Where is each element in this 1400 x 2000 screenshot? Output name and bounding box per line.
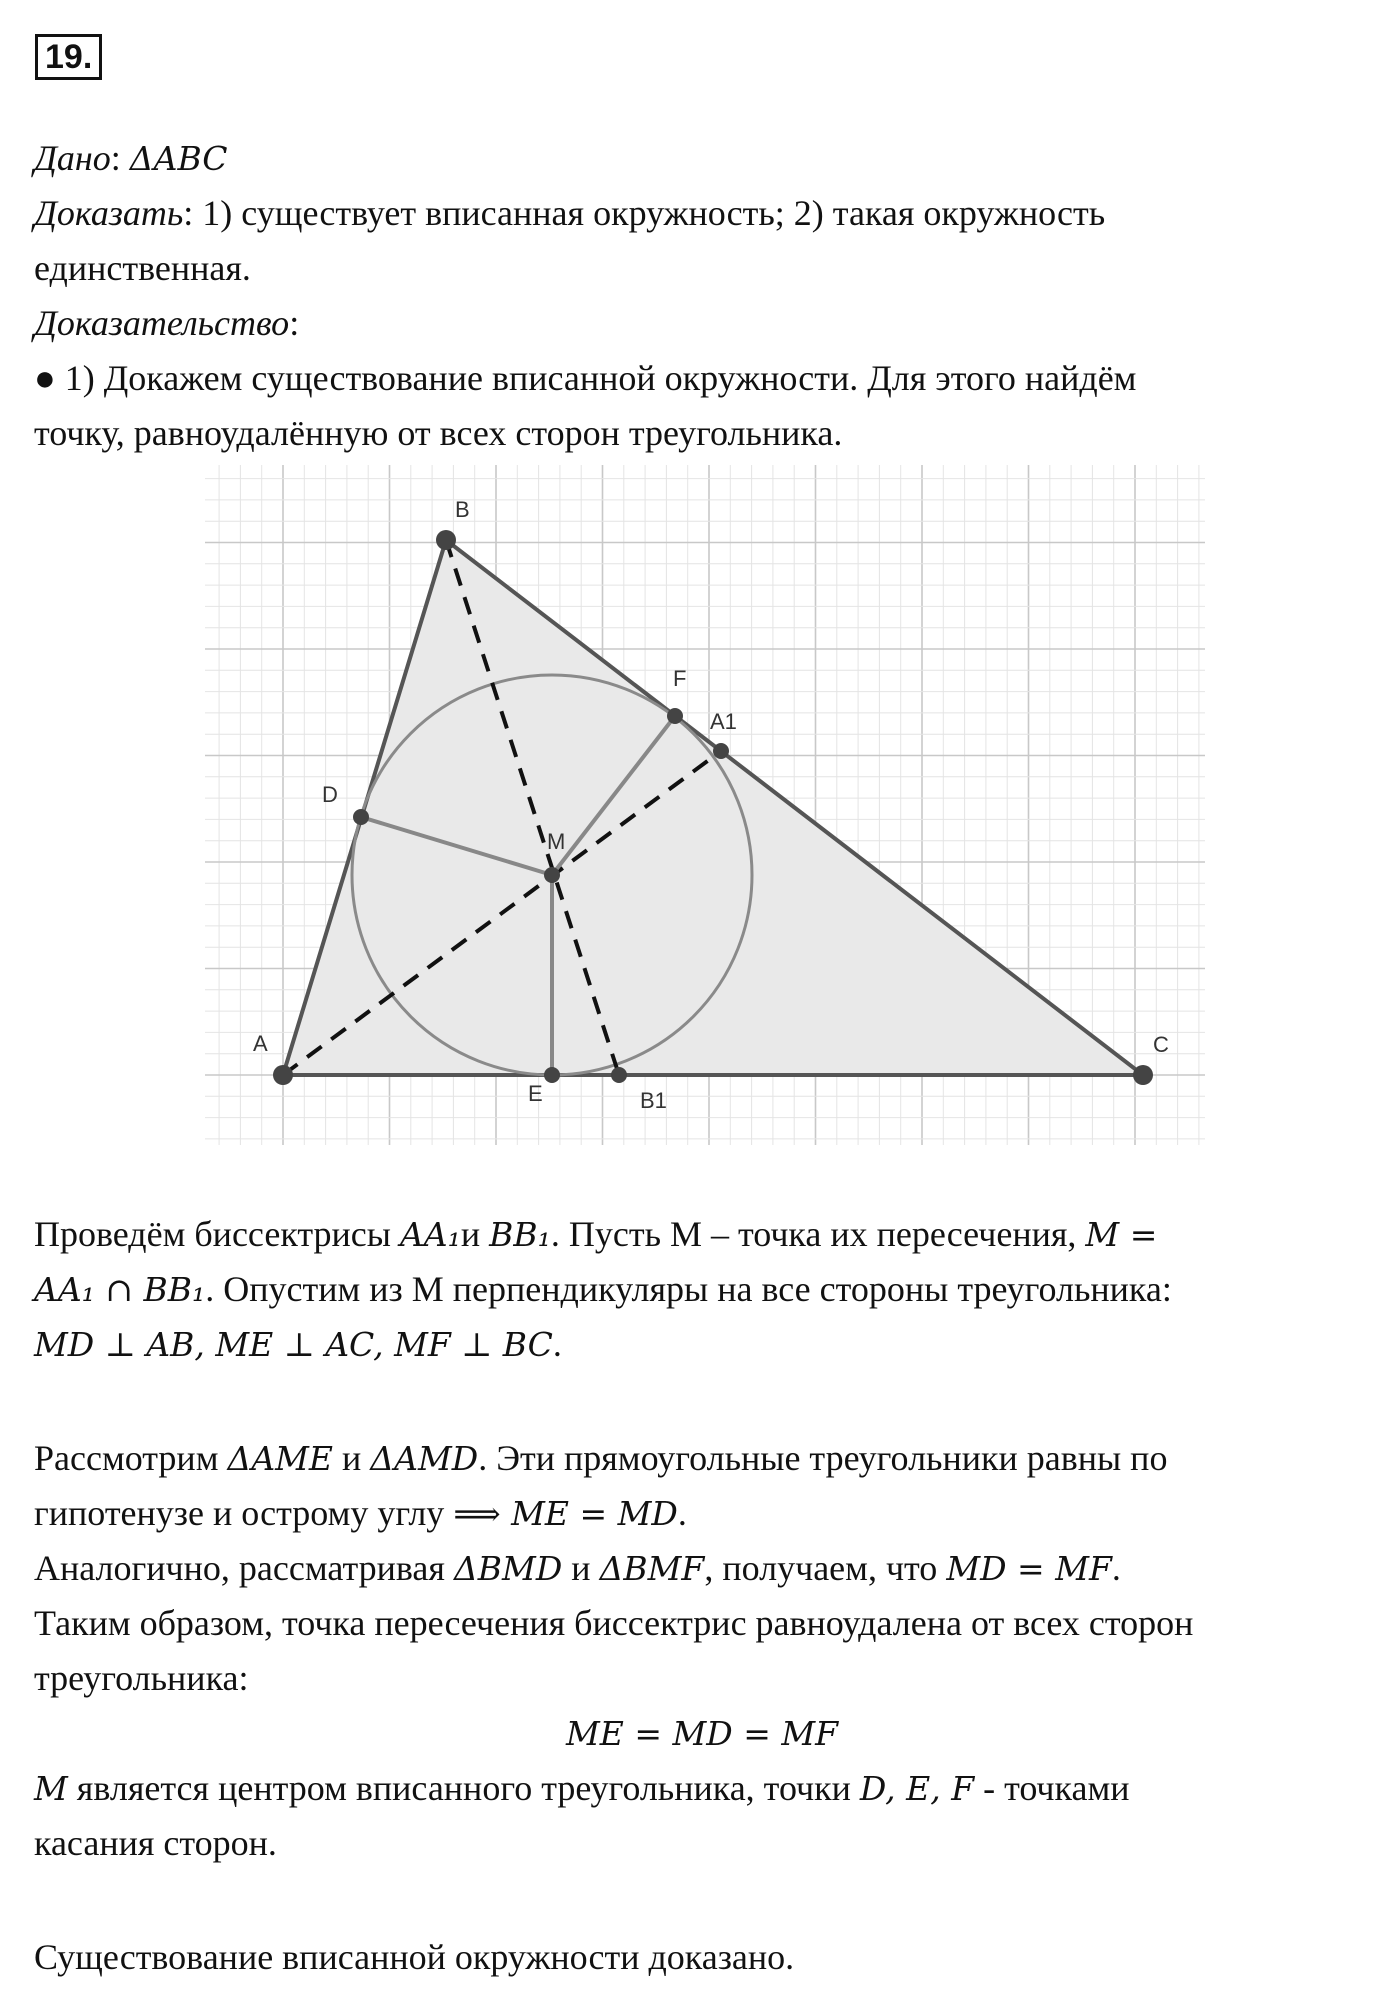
equation-line <box>34 1711 1370 1756</box>
label-f: F <box>673 666 687 691</box>
para2-l1-text-3: . Эти прямоугольные треугольники равны по <box>478 1438 1168 1478</box>
conclusion-text: Существование вписанной окружности доказано. <box>34 1937 795 1977</box>
para1-l1-text-2: и <box>460 1214 490 1254</box>
para1-line-2 <box>34 1267 1370 1312</box>
para2-l3-text-2: и <box>562 1548 600 1588</box>
para2-line-5 <box>34 1656 1370 1700</box>
para2-l2-math-1: ⟹ ME = MD <box>453 1494 678 1533</box>
given-label: Дано <box>34 138 111 178</box>
given-line <box>34 136 1370 181</box>
para2-l7-text-2: - точками <box>974 1768 1130 1808</box>
para2-l3-text-4: . <box>1111 1548 1121 1588</box>
para1-line-1 <box>34 1212 1370 1257</box>
point-d <box>353 809 369 825</box>
prove-label: Доказать <box>34 193 184 233</box>
para2-l3-math-3: MD = MF <box>946 1549 1112 1588</box>
para2-l1-text-1: Рассмотрим <box>34 1438 228 1478</box>
para2-l7-text-1: является центром вписанного треугольника, точки <box>67 1768 860 1808</box>
prove-line-1 <box>34 191 1370 235</box>
point-a1 <box>713 743 729 759</box>
para2-l3-math-2: ΔBMF <box>599 1549 705 1588</box>
point-f <box>667 708 683 724</box>
label-c: C <box>1153 1032 1169 1057</box>
para1-l1-math-3: M = <box>1085 1215 1158 1254</box>
para2-l1-text-2: и <box>333 1438 371 1478</box>
label-d: D <box>322 782 338 807</box>
para2-l8-text-1: касания сторон. <box>34 1823 277 1863</box>
para1-l2-text-1: . Опустим из М перпендикуляры на все стороны треугольника: <box>205 1269 1172 1309</box>
para2-l1-math-2: ΔAMD <box>370 1439 479 1478</box>
para2-l2-text-1: гипотенузе и острому углу <box>34 1493 454 1533</box>
proof-label-suffix: : <box>289 303 300 343</box>
para2-l7-math-1: M <box>34 1769 68 1808</box>
problem-number: 19. <box>35 34 102 80</box>
para1-l3-math-1: MD ⊥ AB, ME ⊥ AC, MF ⊥ BC <box>34 1325 553 1364</box>
step1-line-2 <box>34 411 1370 455</box>
para1-l1-math-2: BB₁ <box>489 1215 551 1254</box>
step1-text-2: точку, равноудалённую от всех сторон треугольника. <box>34 413 843 453</box>
conclusion-line <box>34 1935 1370 1979</box>
para2-l2-text-2: . <box>677 1493 687 1533</box>
para2-l3-text-1: Аналогично, рассматривая <box>34 1548 454 1588</box>
point-b1 <box>611 1067 627 1083</box>
para2-l3-math-1: ΔBMD <box>453 1549 563 1588</box>
para2-line-2 <box>34 1491 1370 1536</box>
given-value: ΔABC <box>129 139 228 178</box>
para1-l2-math-1: AA₁ ∩ BB₁ <box>34 1270 206 1309</box>
para2-l5-text-1: треугольника: <box>34 1658 249 1698</box>
geometry-figure <box>205 465 1205 1145</box>
label-a: A <box>253 1031 268 1056</box>
point-b <box>436 530 456 550</box>
para1-l1-math-1: AA₁ <box>399 1215 461 1254</box>
label-b1: B1 <box>640 1088 667 1113</box>
para2-l3-text-3: , получаем, что <box>704 1548 947 1588</box>
point-e <box>544 1067 560 1083</box>
proof-label-line <box>34 301 1370 345</box>
para1-l3-text-1: . <box>552 1324 562 1364</box>
step1-text-1: ● 1) Докажем существование вписанной окружности. Для этого найдём <box>34 358 1137 398</box>
point-m <box>544 867 560 883</box>
para1-line-3 <box>34 1322 1370 1367</box>
point-c <box>1133 1065 1153 1085</box>
para2-line-4 <box>34 1601 1370 1645</box>
para2-line-7 <box>34 1766 1370 1811</box>
point-a <box>273 1065 293 1085</box>
label-e: E <box>528 1081 543 1106</box>
label-a1: A1 <box>710 709 737 734</box>
para2-l7-math-2: D, E, F <box>859 1769 975 1808</box>
para2-l4-text-1: Таким образом, точка пересечения биссектрис равноудалена от всех сторон <box>34 1603 1194 1643</box>
prove-line-2 <box>34 246 1370 290</box>
para1-l1-text-3: . Пусть М – точка их пересечения, <box>550 1214 1086 1254</box>
step1-line-1 <box>34 356 1370 400</box>
prove-text-1: : 1) существует вписанная окружность; 2) такая окружность <box>183 193 1106 233</box>
prove-text-2: единственная. <box>34 248 251 288</box>
para2-line-1 <box>34 1436 1370 1481</box>
para2-line-8 <box>34 1821 1370 1865</box>
label-b: B <box>455 497 470 522</box>
para2-l1-math-1: ΔAME <box>227 1439 334 1478</box>
given-sep: : <box>110 138 130 178</box>
label-m: M <box>547 829 566 854</box>
para2-line-3 <box>34 1546 1370 1591</box>
equation: ME = MD = MF <box>565 1714 839 1753</box>
proof-label: Доказательство <box>34 303 290 343</box>
para1-l1-text-1: Проведём биссектрисы <box>34 1214 400 1254</box>
